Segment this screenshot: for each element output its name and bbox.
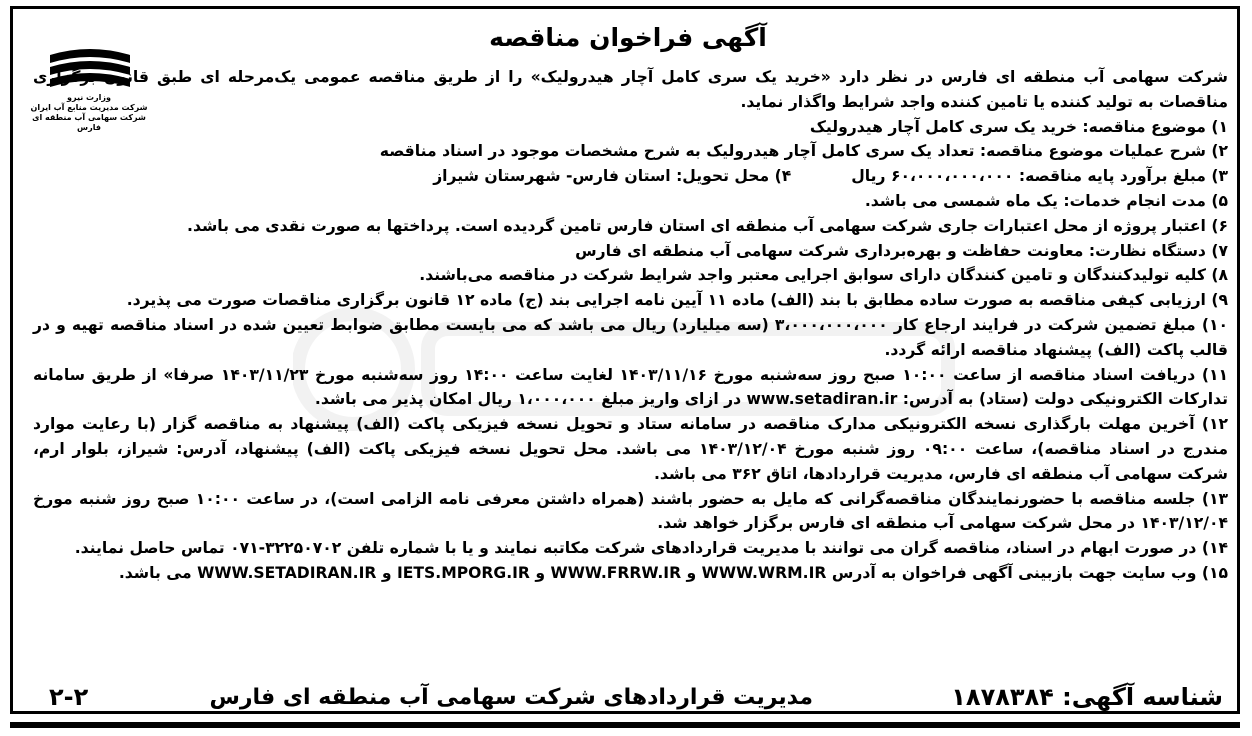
notice-title: آگهی فراخوان مناقصه bbox=[489, 23, 767, 52]
item-11: ۱۱) دریافت اسناد مناقصه از ساعت ۱۰:۰۰ صبح روز سه‌شنبه مورخ ۱۴۰۳/۱۱/۱۶ لغایت ساعت ۱۴:۰۰ روز سه‌شنبه مورخ ۱۴۰۳/۱۱/۲۳ صرفا» از طریق سامانه تدارکات الکترونیکی دولت (ستاد) به آدرس: www.setadiran.ir در ازای واریز مبلغ ۱،۰۰۰،۰۰۰ ریال امکان پذیر می باشد. bbox=[33, 365, 1228, 409]
item-3-4-row bbox=[33, 164, 1228, 189]
logo-line-ministry: وزارت نیرو bbox=[67, 93, 111, 102]
item-7: ۷) دستگاه نظارت: معاونت حفاظت و بهره‌برداری شرکت سهامی آب منطقه ای فارس bbox=[575, 241, 1228, 260]
item-9: ۹) ارزیابی کیفی مناقصه به صورت ساده مطابق با بند (الف) ماده ۱۱ آیین نامه اجرایی بند (ج) ماده ۱۲ قانون برگزاری مناقصات صورت می پذیرد. bbox=[126, 291, 1228, 310]
item-6: ۶) اعتبار پروژه از محل اعتبارات جاری شرکت سهامی آب منطقه ای استان فارس تامین گردیده است. پرداختها به صورت نقدی می باشد. bbox=[187, 216, 1228, 235]
item-8: ۸) کلیه تولیدکنندگان و تامین کنندگان دارای سوابق اجرایی معتبر واجد شرایط شرکت در مناقصه می‌باشند. bbox=[419, 266, 1228, 285]
bottom-rule bbox=[10, 722, 1240, 728]
item-13: ۱۳) جلسه مناقصه با حضورنمایندگان مناقصه‌گرانی که مایل به حضور باشند (همراه داشتن معرفی نامه الزامی است)، در ساعت ۱۰:۰۰ صبح روز شنبه مورخ ۱۴۰۳/۱۲/۰۴ در محل شرکت سهامی آب منطقه ای فارس برگزار خواهد شد. bbox=[33, 489, 1228, 533]
logo-line-regional: شرکت سهامی آب منطقه ای فارس bbox=[32, 113, 146, 132]
ad-id: شناسه آگهی: ۱۸۷۸۳۸۴ bbox=[951, 683, 1223, 711]
item-10: ۱۰) مبلغ تضمین شرکت در فرایند ارجاع کار ۳،۰۰۰،۰۰۰،۰۰۰ (سه میلیارد) ریال می باشد که می بایست مطابق ضوابط تعیین شده در اسناد مناقصه تهیه و در قالب پاکت (الف) پیشنهاد مناقصه ارائه گردد. bbox=[33, 315, 1228, 359]
item-14: ۱۴) در صورت ابهام در اسناد، مناقصه گران می توانند با مدیریت قراردادهای شرکت مکاتبه نمایند و یا با شماره تلفن ۳۲۲۵۰۷۰۲-۰۷۱ تماس حاصل نمایند. bbox=[74, 539, 1228, 558]
intro-paragraph: شرکت سهامی آب منطقه ای فارس در نظر دارد «خرید یک سری کامل آچار هیدرولیک» را از طریق مناقصه عمومی یک‌مرحله ای طبق قانون برگزاری مناقصات به تولید کننده یا تامین کننده واجد شرایط واگذار نماید. bbox=[33, 68, 1228, 111]
notice-body bbox=[33, 65, 1228, 586]
notice-footer bbox=[13, 683, 1243, 717]
notice-frame bbox=[10, 6, 1240, 714]
item-3: ۳) مبلغ برآورد پایه مناقصه: ۶۰،۰۰۰،۰۰۰،۰۰۰ ریال bbox=[851, 167, 1228, 186]
department-name: مدیریت قراردادهای شرکت سهامی آب منطقه ای فارس bbox=[209, 685, 813, 710]
item-4: ۴) محل تحویل: استان فارس- شهرستان شیراز bbox=[433, 167, 792, 186]
item-2: ۲) شرح عملیات موضوع مناقصه: تعداد یک سری کامل آچار هیدرولیک به شرح مشخصات موجود در اسناد مناقصه bbox=[379, 142, 1228, 161]
page-number: ۲-۲ bbox=[49, 683, 89, 711]
item-15: ۱۵) وب سایت جهت بازبینی آگهی فراخوان به آدرس WWW.WRM.IR و WWW.FRRW.IR و IETS.MPORG.IR و WWW.SETADIRAN.IR می باشد. bbox=[118, 563, 1228, 582]
logo-line-company: شرکت مدیریت منابع آب ایران bbox=[30, 103, 148, 112]
item-12: ۱۲) آخرین مهلت بارگذاری نسخه الکترونیکی مدارک مناقصه در سامانه ستاد و تحویل نسخه فیزیکی پاکت (الف) پیشنهاد به مناقصه گزار (با رعایت موارد مندرج در اسناد مناقصه)، ساعت ۰۹:۰۰ روز شنبه مورخ ۱۴۰۳/۱۲/۰۴ می باشد. محل تحویل نسخه فیزیکی پاکت (الف) پیشنهاد، آدرس: شیراز، بلوار ارم، شرکت سهامی آب منطقه ای فارس، مدیریت قراردادها، اتاق ۳۶۲ می باشد. bbox=[33, 415, 1228, 483]
item-1: ۱) موضوع مناقصه: خرید یک سری کامل آچار هیدرولیک bbox=[809, 117, 1228, 136]
item-5: ۵) مدت انجام خدمات: یک ماه شمسی می باشد. bbox=[864, 191, 1228, 210]
